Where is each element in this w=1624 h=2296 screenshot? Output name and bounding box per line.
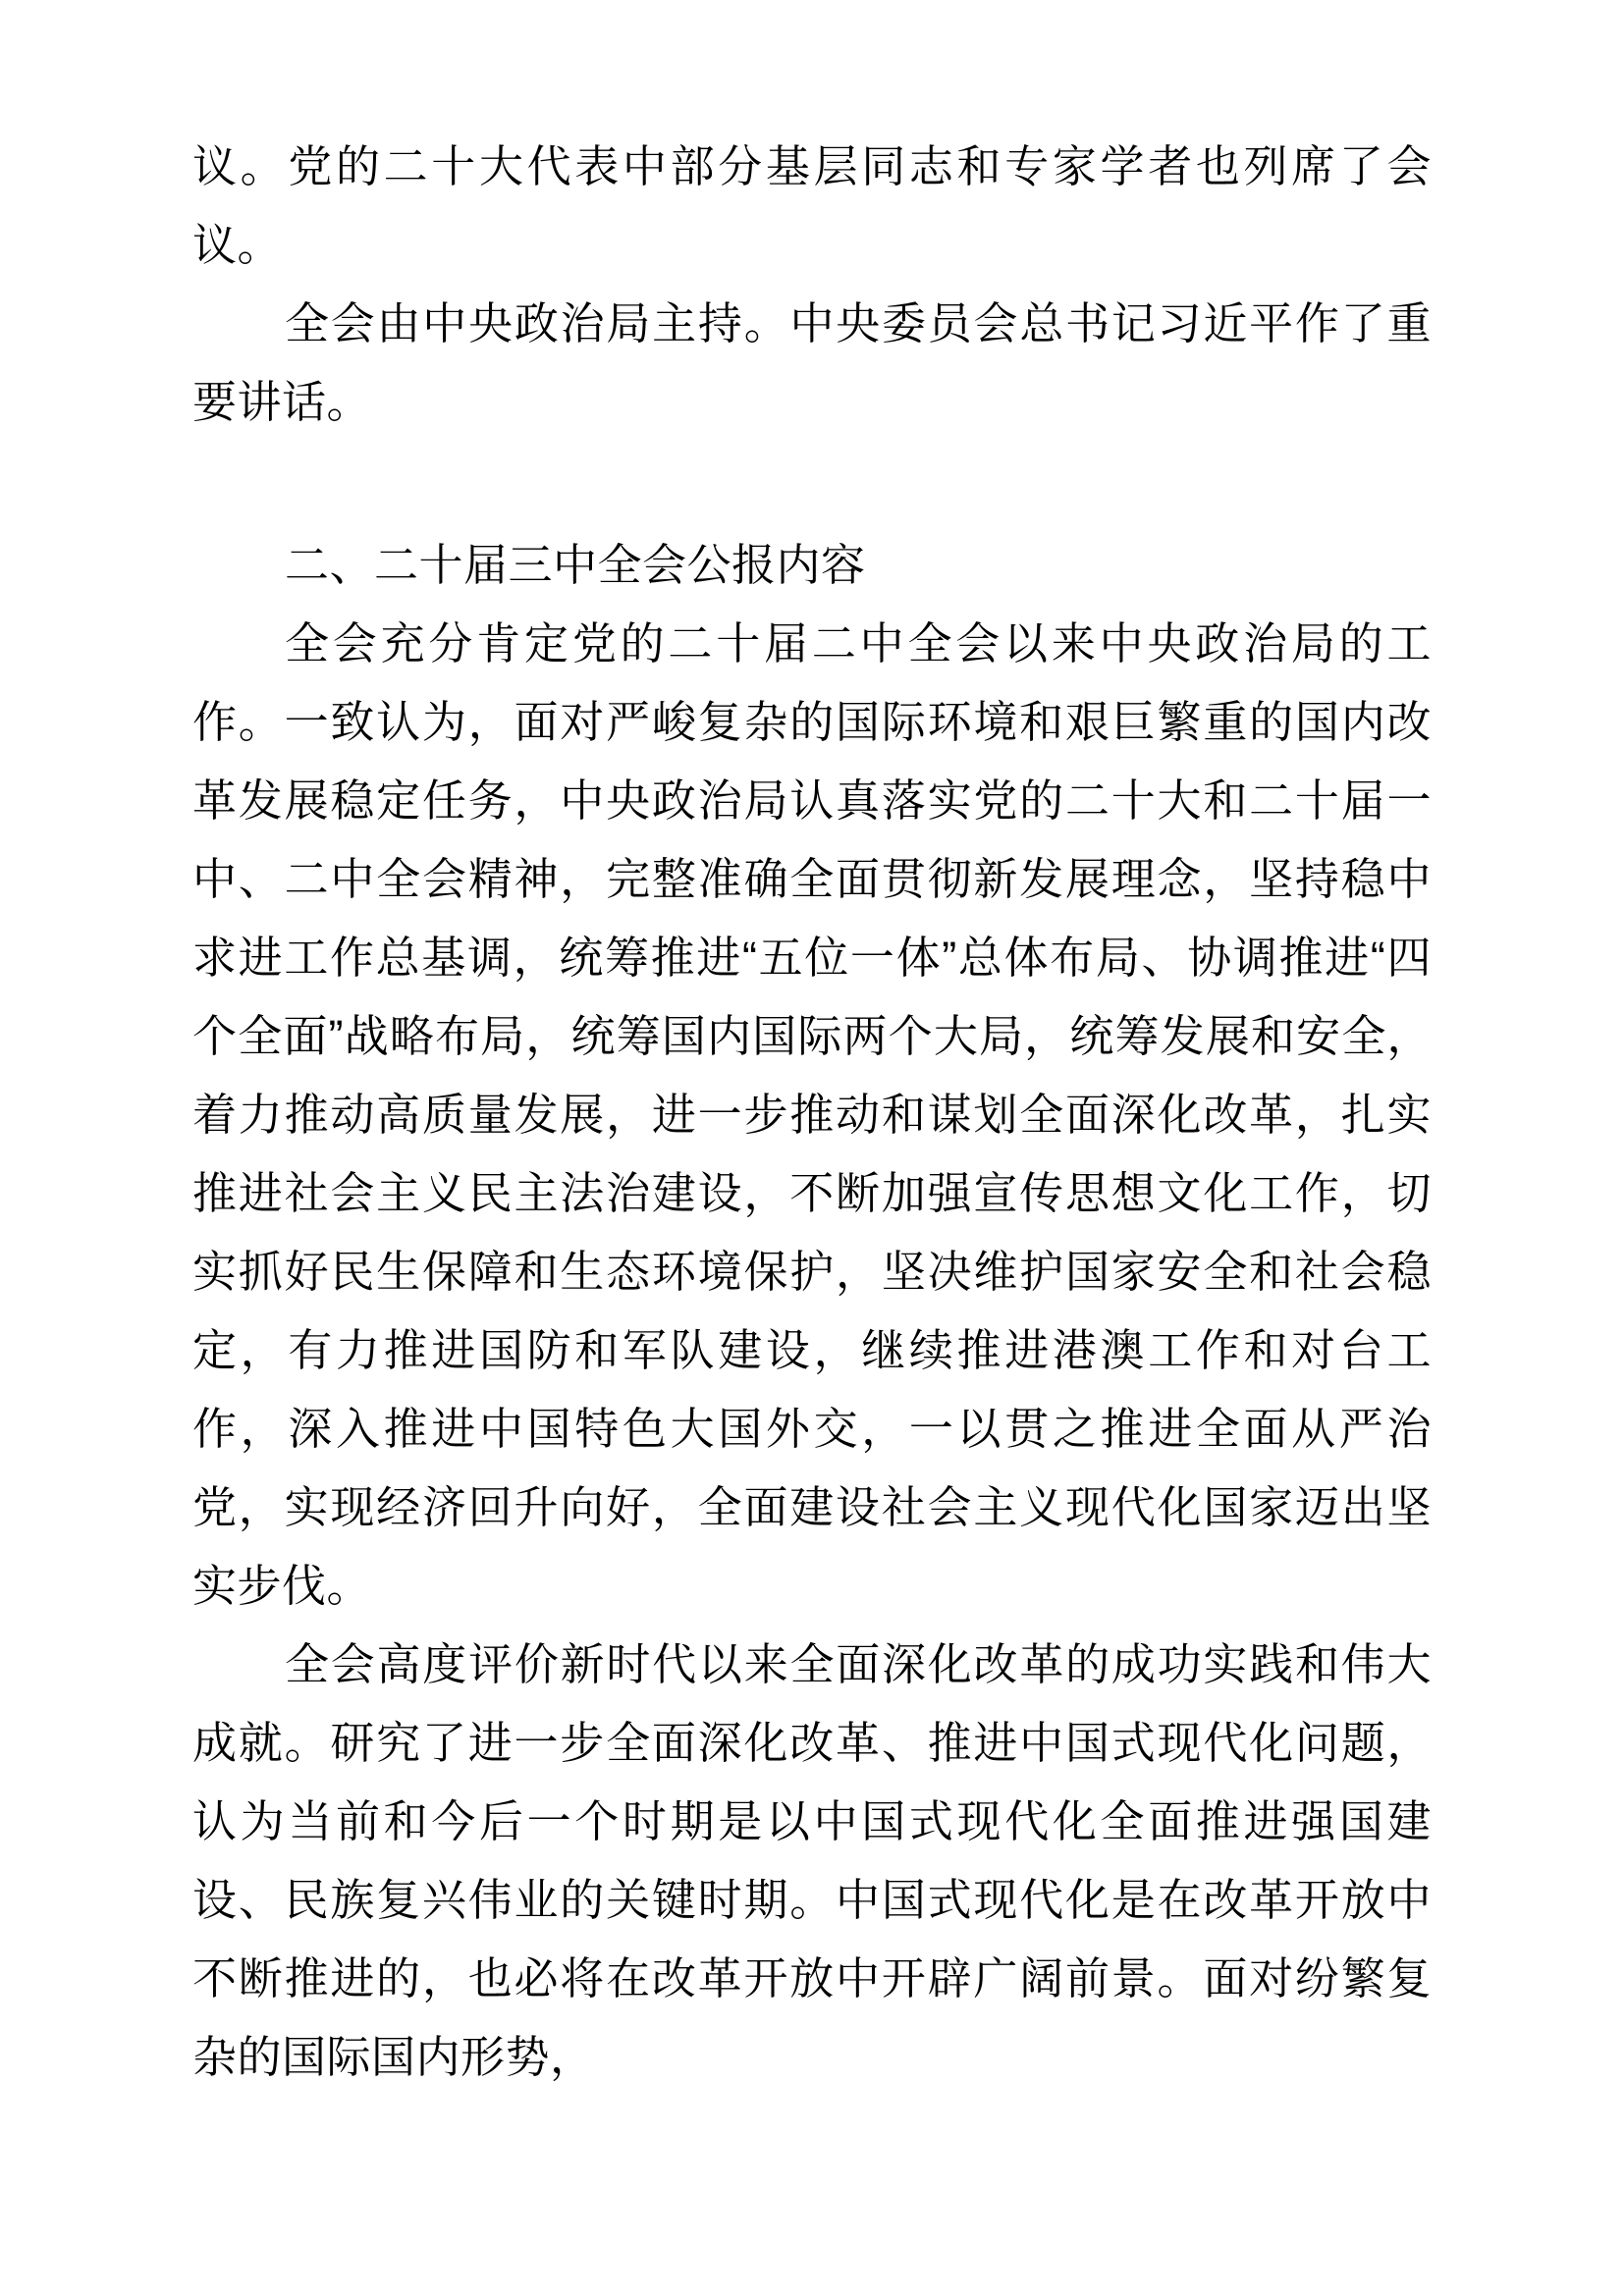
paragraph-continued: 议。党的二十大代表中部分基层同志和专家学者也列席了会议。 — [192, 141, 1432, 270]
heading-section-two: 二、二十届三中全会公报内容 — [285, 540, 866, 590]
section-spacer — [192, 442, 1432, 526]
document-body — [192, 128, 1432, 2097]
paragraph-presiding: 全会由中央政治局主持。中央委员会总书记习近平作了重要讲话。 — [192, 298, 1432, 427]
paragraph-evaluation: 全会高度评价新时代以来全面深化改革的成功实践和伟大成就。研究了进一步全面深化改革、推进中国式现代化问题，认为当前和今后一个时期是以中国式现代化全面推进强国建设、民族复兴伟业的关键时期。中国式现代化是在改革开放中不断推进的，也必将在改革开放中开辟广阔前景。面对纷繁复杂的国际国内形势， — [192, 1639, 1432, 2082]
paragraph-affirmation: 全会充分肯定党的二十届二中全会以来中央政治局的工作。一致认为，面对严峻复杂的国际环境和艰巨繁重的国内改革发展稳定任务，中央政治局认真落实党的二十大和二十届一中、二中全会精神，完整准确全面贯彻新发展理念，坚持稳中求进工作总基调，统筹推进“五位一体”总体布局、协调推进“四个全面”战略布局，统筹国内国际两个大局，统筹发展和安全，着力推动高质量发展，进一步推动和谋划全面深化改革，扎实推进社会主义民主法治建设，不断加强宣传思想文化工作，切实抓好民生保障和生态环境保护，坚决维护国家安全和社会稳定，有力推进国防和军队建设，继续推进港澳工作和对台工作，深入推进中国特色大国外交，一以贯之推进全面从严治党，实现经济回升向好，全面建设社会主义现代化国家迈出坚实步伐。 — [192, 618, 1432, 1611]
